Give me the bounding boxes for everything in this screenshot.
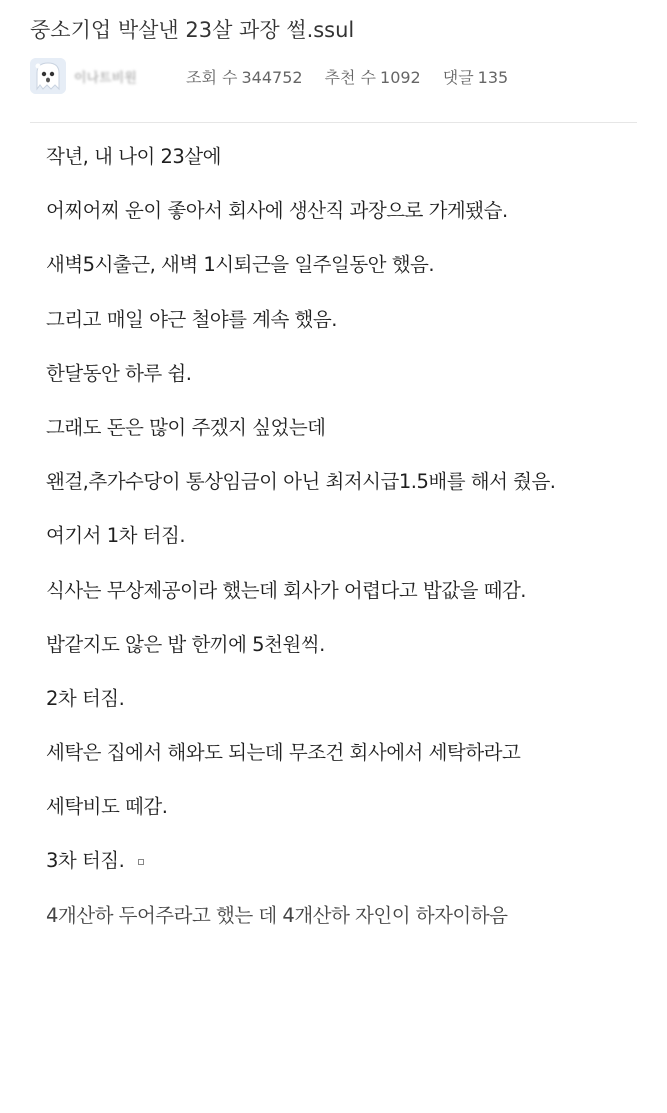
body-line: 새벽5시출근, 새벽 1시퇴근을 일주일동안 했음. [46, 253, 435, 277]
body-line: 세탁비도 떼감. [46, 795, 168, 819]
body-line: 작년, 내 나이 23살에 [46, 145, 221, 168]
view-count-value: 344752 [241, 67, 303, 87]
body-line: 그리고 매일 야근 철야를 계속 했음. [46, 307, 337, 331]
view-count [186, 65, 303, 88]
recommend-count [325, 65, 421, 88]
post-meta [30, 56, 508, 96]
author-name[interactable]: 이나트비원 [74, 70, 137, 86]
body-line: 왠걸,추가수당이 통상임금이 아닌 최저시급1.5배를 해서 줬음. [46, 470, 556, 494]
small-square-mark [138, 859, 144, 865]
body-line: 어찌어찌 운이 좋아서 회사에 생산직 과장으로 가게됐습. [46, 199, 508, 223]
body-line: 여기서 1차 터짐. [46, 524, 186, 548]
body-line: 4개산하 두어주라고 했는 데 4개산하 자인이 하자이하음 [46, 903, 508, 927]
body-line [46, 846, 667, 900]
header-divider [30, 122, 637, 123]
body-line: 세탁은 집에서 해와도 되는데 무조건 회사에서 세탁하라고 [46, 741, 521, 765]
ghost-avatar-icon [30, 58, 66, 94]
body-line-text: 3차 터짐. [46, 849, 125, 873]
body-line: 식사는 무상제공이라 했는데 회사가 어렵다고 밥값을 떼감. [46, 578, 526, 602]
comment-count[interactable] [443, 65, 508, 88]
recommend-count-value: 1092 [380, 67, 421, 87]
body-line: 2차 터짐. [46, 686, 125, 710]
body-line: 밥같지도 않은 밥 한끼에 5천원씩. [46, 632, 325, 656]
comment-count-label: 댓글 [442, 67, 474, 87]
body-line: 그래도 돈은 많이 주겠지 싶었는데 [46, 415, 326, 439]
body-line: 한달동안 하루 쉼. [46, 361, 192, 385]
view-count-label: 조회 수 [186, 67, 238, 87]
avatar[interactable] [30, 58, 66, 94]
comment-count-value: 135 [477, 67, 509, 87]
recommend-count-label: 추천 수 [324, 67, 377, 87]
post-body [46, 142, 667, 955]
post-title: 중소기업 박살낸 23살 과장 썰.ssul [30, 18, 355, 42]
